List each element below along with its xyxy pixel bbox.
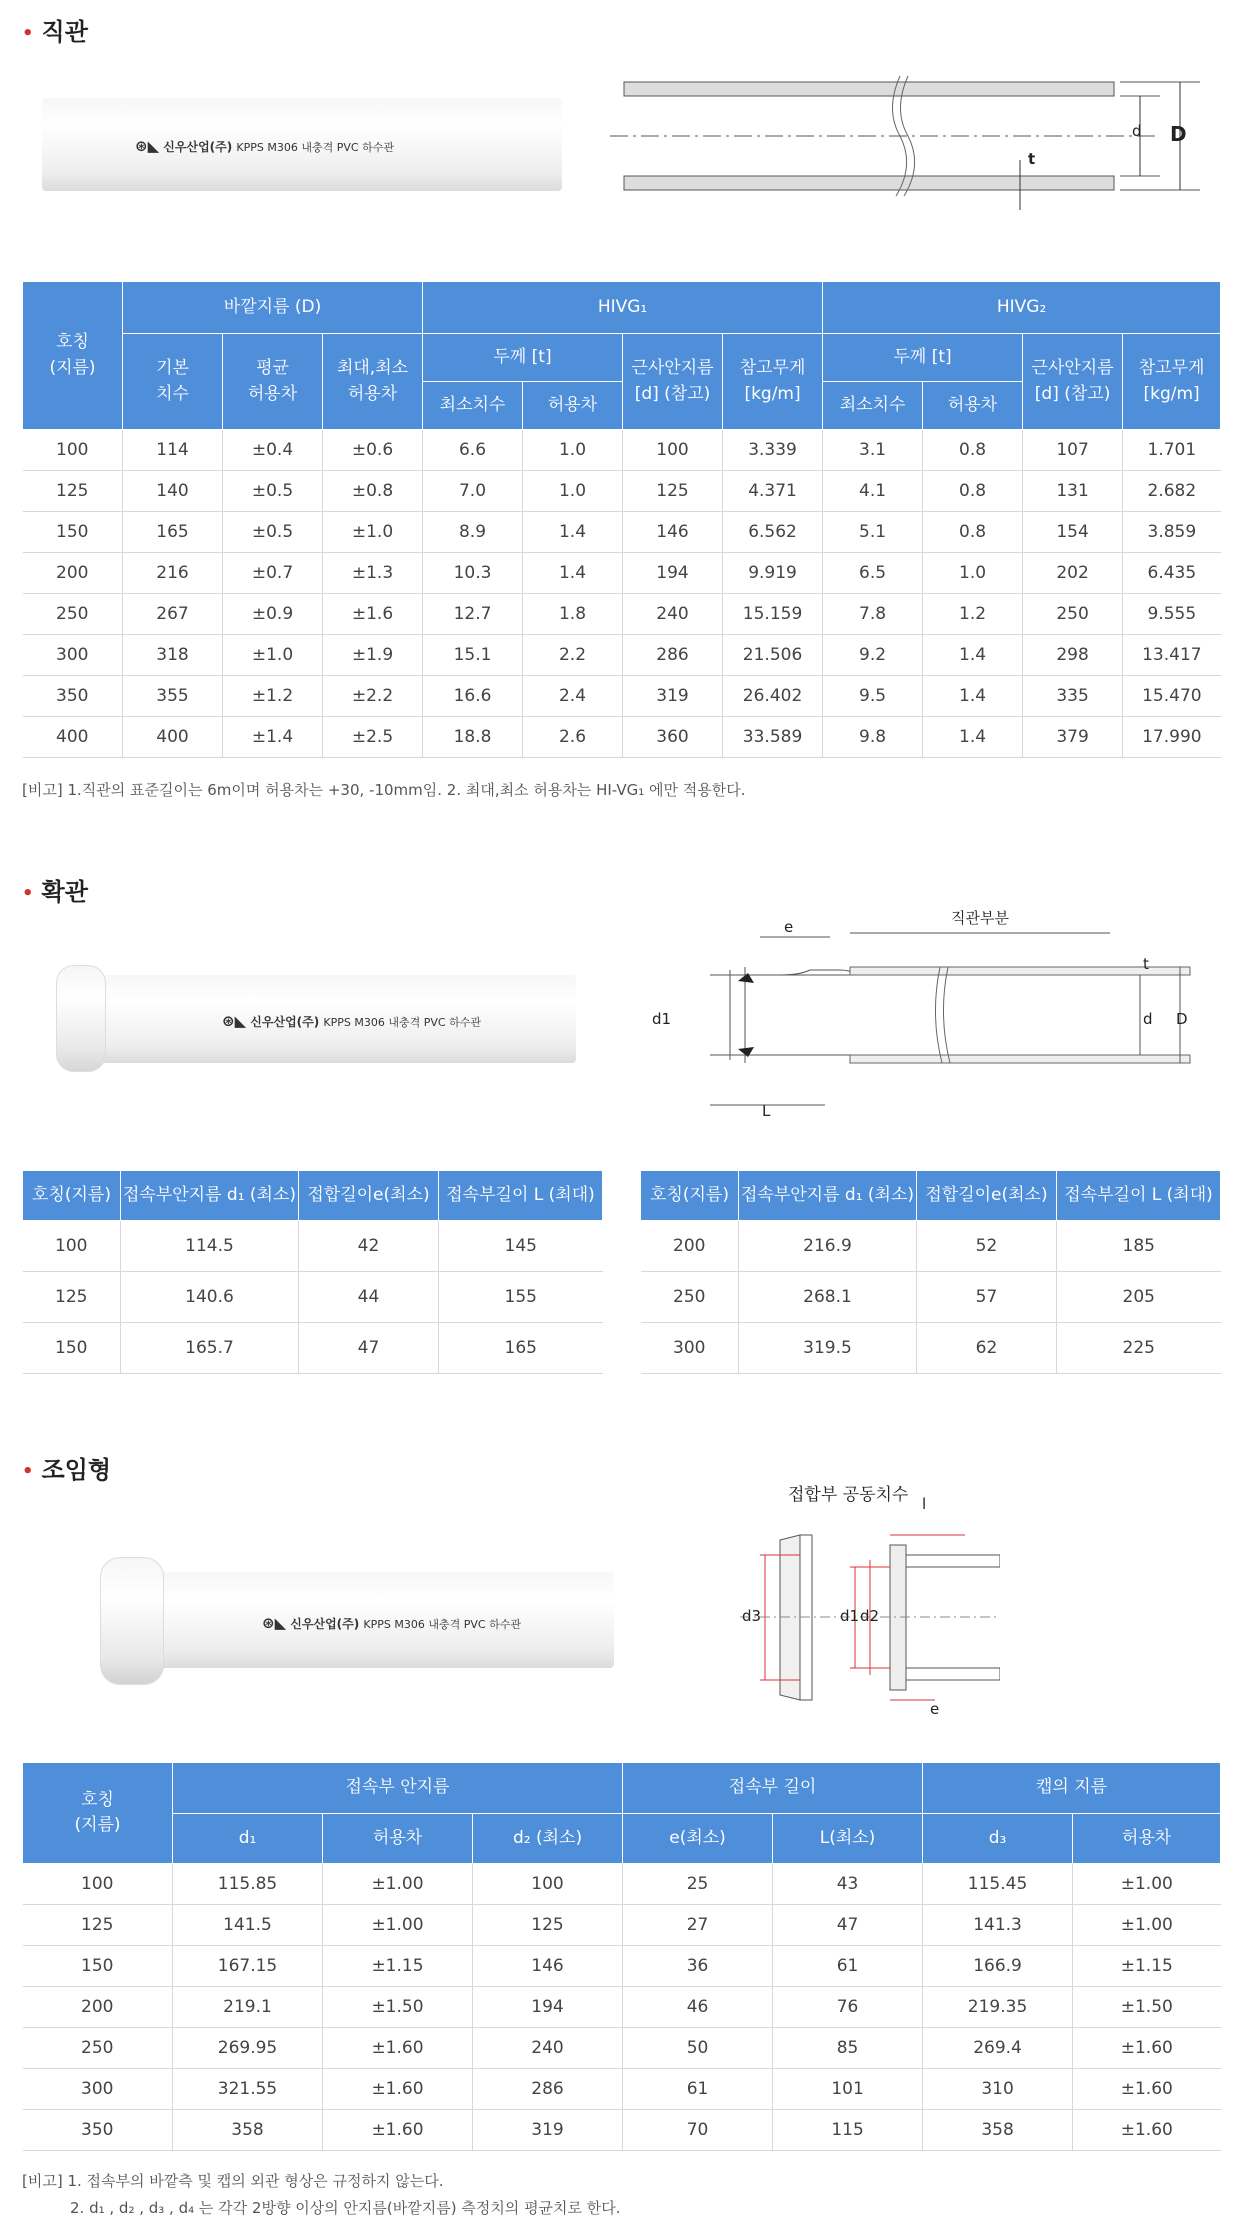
header-hivg2: HIVG₂: [823, 282, 1221, 334]
header-thickness-2: 두께 [t]: [823, 334, 1023, 382]
table-cell: 21.506: [723, 635, 823, 676]
table-cell: ±1.50: [1073, 1987, 1221, 2028]
table-row: [23, 512, 1221, 553]
table-cell: 165.7: [121, 1323, 299, 1374]
table-cell: ±1.60: [1073, 2028, 1221, 2069]
clamp-note-2: 2. d₁ , d₂ , d₃ , d₄ 는 각각 2방향 이상의 안지름(바깥지름) 측정치의 평균치로 한다.: [70, 2199, 621, 2217]
table-cell: 2.2: [523, 635, 623, 676]
table-cell: 114.5: [121, 1221, 299, 1272]
table-cell: 310: [923, 2069, 1073, 2110]
table-cell: ±1.2: [223, 676, 323, 717]
table-cell: 115.85: [173, 1864, 323, 1905]
table-cell: 200: [641, 1221, 739, 1272]
table-cell: 300: [23, 2069, 173, 2110]
table-cell: 1.8: [523, 594, 623, 635]
table-cell: 4.1: [823, 471, 923, 512]
table-cell: 2.682: [1123, 471, 1221, 512]
table-cell: 1.0: [523, 471, 623, 512]
table-row: [23, 471, 1221, 512]
table-cell: ±0.6: [323, 430, 423, 471]
table-cell: 140: [123, 471, 223, 512]
clamp-header-d1: d₁: [173, 1814, 323, 1864]
table-cell: 165: [439, 1323, 603, 1374]
table-cell: 44: [299, 1272, 439, 1323]
table-cell: 0.8: [923, 430, 1023, 471]
table-cell: 155: [439, 1272, 603, 1323]
table-row: [23, 676, 1221, 717]
table-row: [641, 1323, 1221, 1374]
bell-header-inner-2: 접속부안지름 d₁ (최소): [739, 1171, 917, 1221]
table-cell: 17.990: [1123, 717, 1221, 758]
header-tol: 허용차: [523, 382, 623, 430]
table-row: [23, 594, 1221, 635]
table-cell: ±0.7: [223, 553, 323, 594]
table-cell: 250: [641, 1272, 739, 1323]
table-cell: 219.1: [173, 1987, 323, 2028]
table-cell: ±1.15: [1073, 1946, 1221, 1987]
table-cell: ±1.6: [323, 594, 423, 635]
table-cell: 100: [473, 1864, 623, 1905]
brand-logo-icon: ⊛◣: [262, 1614, 287, 1632]
table-cell: 202: [1023, 553, 1123, 594]
table-cell: 10.3: [423, 553, 523, 594]
brand-logo-icon: ⊛◣: [222, 1012, 247, 1030]
table-cell: 319: [473, 2110, 623, 2151]
table-cell: 3.339: [723, 430, 823, 471]
table-cell: 115: [773, 2110, 923, 2151]
table-cell: 250: [23, 594, 123, 635]
table-cell: ±1.50: [323, 1987, 473, 2028]
table-cell: ±1.00: [323, 1864, 473, 1905]
diagram-label-t2: t: [1143, 955, 1149, 973]
table-cell: 300: [641, 1323, 739, 1374]
table-cell: 107: [1023, 430, 1123, 471]
clamp-label-d3: d3: [742, 1607, 762, 1625]
table-cell: 400: [123, 717, 223, 758]
table-cell: 9.555: [1123, 594, 1221, 635]
table-cell: ±1.9: [323, 635, 423, 676]
table-row: [23, 1987, 1221, 2028]
table-cell: 61: [773, 1946, 923, 1987]
table-cell: 145: [439, 1221, 603, 1272]
table-cell: 358: [173, 2110, 323, 2151]
clamp-header-d2: d₂ (최소): [473, 1814, 623, 1864]
table-cell: 321.55: [173, 2069, 323, 2110]
table-cell: 350: [23, 2110, 173, 2151]
table-cell: 100: [23, 430, 123, 471]
table-cell: 154: [1023, 512, 1123, 553]
table-cell: 26.402: [723, 676, 823, 717]
table-row: [23, 1272, 603, 1323]
table-cell: 318: [123, 635, 223, 676]
table-cell: ±0.5: [223, 471, 323, 512]
table-cell: 167.15: [173, 1946, 323, 1987]
table-cell: 5.1: [823, 512, 923, 553]
table-cell: 360: [623, 717, 723, 758]
header-base: 기본 치수: [123, 334, 223, 430]
table-cell: 4.371: [723, 471, 823, 512]
table-cell: 219.35: [923, 1987, 1073, 2028]
table-cell: 46: [623, 1987, 773, 2028]
table-cell: 18.8: [423, 717, 523, 758]
table-cell: 9.2: [823, 635, 923, 676]
brand-mark-3: ⊛◣ 신우산업(주) KPPS M306 내충격 PVC 하수관: [262, 1614, 521, 1632]
table-cell: 125: [23, 1905, 173, 1946]
table-cell: 9.5: [823, 676, 923, 717]
brand-mark-2: ⊛◣ 신우산업(주) KPPS M306 내충격 PVC 하수관: [222, 1012, 481, 1030]
table-cell: 1.4: [923, 676, 1023, 717]
clamp-table: [22, 1762, 1221, 2151]
table-cell: 43: [773, 1864, 923, 1905]
table-cell: 0.8: [923, 512, 1023, 553]
table-cell: 125: [623, 471, 723, 512]
header-ref-weight: 참고무게 [kg/m]: [723, 334, 823, 430]
table-cell: 131: [1023, 471, 1123, 512]
table-cell: 1.4: [523, 512, 623, 553]
table-cell: 1.4: [923, 717, 1023, 758]
table-cell: 100: [23, 1864, 173, 1905]
table-cell: 101: [773, 2069, 923, 2110]
bell-socket-image: [56, 965, 106, 1072]
table-cell: 194: [473, 1987, 623, 2028]
clamp-header-inner: 접속부 안지름: [173, 1763, 623, 1814]
table-cell: 6.5: [823, 553, 923, 594]
clamp-header-L: L(최소): [773, 1814, 923, 1864]
table-cell: ±1.60: [323, 2110, 473, 2151]
clamp-label-d1: d1: [840, 1607, 860, 1625]
table-cell: ±1.0: [223, 635, 323, 676]
table-cell: 7.0: [423, 471, 523, 512]
table-cell: ±2.2: [323, 676, 423, 717]
table-cell: 47: [299, 1323, 439, 1374]
table-cell: 1.4: [923, 635, 1023, 676]
table-cell: 140.6: [121, 1272, 299, 1323]
table-cell: 146: [473, 1946, 623, 1987]
diagram-label-d2: d: [1143, 1010, 1153, 1028]
table-cell: 250: [23, 2028, 173, 2069]
table-cell: 3.1: [823, 430, 923, 471]
table-row: [23, 2110, 1221, 2151]
brand-mark: ⊛◣ 신우산업(주) KPPS M306 내충격 PVC 하수관: [135, 137, 394, 155]
table-cell: 379: [1023, 717, 1123, 758]
table-cell: 146: [623, 512, 723, 553]
table-row: [23, 635, 1221, 676]
clamp-header-tol2: 허용차: [1073, 1814, 1221, 1864]
diagram-label-D2: D: [1176, 1010, 1188, 1028]
table-row: [23, 717, 1221, 758]
table-cell: 12.7: [423, 594, 523, 635]
table-cell: 125: [23, 471, 123, 512]
table-cell: 125: [23, 1272, 121, 1323]
section-title-straight: • 직관: [22, 18, 88, 46]
bullet-icon: •: [22, 1460, 34, 1482]
table-cell: 100: [23, 1221, 121, 1272]
table-cell: 205: [1057, 1272, 1221, 1323]
header-approx-inner: 근사안지름 [d] (참고): [623, 334, 723, 430]
header-min-2: 최소치수: [823, 382, 923, 430]
table-cell: 25: [623, 1864, 773, 1905]
table-row: [23, 553, 1221, 594]
table-cell: 8.9: [423, 512, 523, 553]
table-cell: 114: [123, 430, 223, 471]
bell-header-L: 접속부길이 L (최대): [439, 1171, 603, 1221]
table-cell: 355: [123, 676, 223, 717]
header-avg-tol: 평균 허용차: [223, 334, 323, 430]
table-cell: 1.0: [523, 430, 623, 471]
table-cell: 300: [23, 635, 123, 676]
table-cell: 9.8: [823, 717, 923, 758]
bullet-icon: •: [22, 22, 34, 44]
straight-pipe-diagram: [600, 70, 1200, 220]
table-cell: ±1.60: [323, 2028, 473, 2069]
table-row: [23, 430, 1221, 471]
bell-header-e-2: 접합길이e(최소): [917, 1171, 1057, 1221]
table-cell: 286: [473, 2069, 623, 2110]
table-cell: 150: [23, 1946, 173, 1987]
bullet-icon: •: [22, 882, 34, 904]
table-cell: 36: [623, 1946, 773, 1987]
table-cell: ±1.60: [1073, 2110, 1221, 2151]
table-cell: ±1.60: [323, 2069, 473, 2110]
clamp-header-d3: d₃: [923, 1814, 1073, 1864]
table-cell: 42: [299, 1221, 439, 1272]
table-cell: ±2.5: [323, 717, 423, 758]
table-cell: 200: [23, 553, 123, 594]
header-thickness: 두께 [t]: [423, 334, 623, 382]
table-cell: ±1.4: [223, 717, 323, 758]
table-cell: 15.470: [1123, 676, 1221, 717]
table-cell: 350: [23, 676, 123, 717]
table-cell: 250: [1023, 594, 1123, 635]
table-cell: 400: [23, 717, 123, 758]
table-row: [641, 1221, 1221, 1272]
table-cell: 1.701: [1123, 430, 1221, 471]
table-cell: 225: [1057, 1323, 1221, 1374]
table-cell: 358: [923, 2110, 1073, 2151]
table-cell: 27: [623, 1905, 773, 1946]
straight-pipe-note: [비고] 1.직관의 표준길이는 6m이며 허용차는 +30, -10mm임. 2. 최대,최소 허용차는 HI-VG₁ 에만 적용한다.: [22, 781, 746, 799]
table-cell: 16.6: [423, 676, 523, 717]
table-cell: 240: [473, 2028, 623, 2069]
bell-table-right: [640, 1170, 1221, 1374]
table-cell: 100: [623, 430, 723, 471]
table-cell: 267: [123, 594, 223, 635]
table-cell: 125: [473, 1905, 623, 1946]
clamp-header-length: 접속부 길이: [623, 1763, 923, 1814]
clamp-header-tol: 허용차: [323, 1814, 473, 1864]
table-cell: ±0.5: [223, 512, 323, 553]
clamp-cap-image: [100, 1557, 164, 1685]
bell-header-nominal-2: 호칭(지름): [641, 1171, 739, 1221]
table-cell: ±1.15: [323, 1946, 473, 1987]
header-hivg1: HIVG₁: [423, 282, 823, 334]
table-cell: 2.6: [523, 717, 623, 758]
table-cell: 150: [23, 1323, 121, 1374]
table-cell: ±0.8: [323, 471, 423, 512]
clamp-header-nominal: 호칭 (지름): [23, 1763, 173, 1864]
table-cell: 6.435: [1123, 553, 1221, 594]
table-cell: ±1.00: [1073, 1864, 1221, 1905]
table-cell: 47: [773, 1905, 923, 1946]
bell-header-nominal: 호칭(지름): [23, 1171, 121, 1221]
diagram-label-t: t: [1028, 150, 1036, 168]
table-cell: 200: [23, 1987, 173, 2028]
table-cell: 1.0: [923, 553, 1023, 594]
table-cell: 61: [623, 2069, 773, 2110]
bell-header-L-2: 접속부길이 L (최대): [1057, 1171, 1221, 1221]
clamp-diagram-title: 접합부 공동치수: [788, 1485, 909, 1505]
table-row: [23, 1905, 1221, 1946]
clamp-label-e: e: [930, 1700, 940, 1718]
header-approx-inner-2: 근사안지름 [d] (참고): [1023, 334, 1123, 430]
header-min: 최소치수: [423, 382, 523, 430]
table-row: [641, 1272, 1221, 1323]
header-outer-diameter: 바깥지름 (D): [123, 282, 423, 334]
table-cell: 1.2: [923, 594, 1023, 635]
table-cell: 6.6: [423, 430, 523, 471]
table-cell: 240: [623, 594, 723, 635]
table-cell: 216.9: [739, 1221, 917, 1272]
table-cell: 15.159: [723, 594, 823, 635]
section-title-bell: • 확관: [22, 878, 88, 906]
table-cell: 269.95: [173, 2028, 323, 2069]
table-cell: 2.4: [523, 676, 623, 717]
table-cell: 141.3: [923, 1905, 1073, 1946]
table-cell: ±1.00: [323, 1905, 473, 1946]
clamp-header-e: e(최소): [623, 1814, 773, 1864]
table-cell: 286: [623, 635, 723, 676]
table-cell: ±1.60: [1073, 2069, 1221, 2110]
table-cell: 166.9: [923, 1946, 1073, 1987]
table-row: [23, 2069, 1221, 2110]
table-cell: 15.1: [423, 635, 523, 676]
table-cell: 6.562: [723, 512, 823, 553]
table-cell: 335: [1023, 676, 1123, 717]
table-cell: ±1.0: [323, 512, 423, 553]
header-maxmin-tol: 최대,최소 허용차: [323, 334, 423, 430]
bell-table-left: [22, 1170, 603, 1374]
section-title-clamp: • 조임형: [22, 1456, 112, 1484]
table-cell: 269.4: [923, 2028, 1073, 2069]
table-row: [23, 1946, 1221, 1987]
table-cell: ±0.9: [223, 594, 323, 635]
header-ref-weight-2: 참고무게 [kg/m]: [1123, 334, 1221, 430]
table-cell: 165: [123, 512, 223, 553]
table-cell: 52: [917, 1221, 1057, 1272]
table-cell: 9.919: [723, 553, 823, 594]
table-cell: 85: [773, 2028, 923, 2069]
table-cell: 3.859: [1123, 512, 1221, 553]
bell-pipe-diagram: [650, 915, 1210, 1125]
table-row: [23, 1864, 1221, 1905]
diagram-label-d1: d1: [652, 1010, 672, 1028]
table-cell: 268.1: [739, 1272, 917, 1323]
table-cell: 57: [917, 1272, 1057, 1323]
bell-header-e: 접합길이e(최소): [299, 1171, 439, 1221]
table-row: [23, 2028, 1221, 2069]
diagram-label-D: D: [1170, 122, 1187, 146]
header-nominal: 호칭 (지름): [23, 282, 123, 430]
table-cell: 141.5: [173, 1905, 323, 1946]
table-cell: 0.8: [923, 471, 1023, 512]
table-cell: 319: [623, 676, 723, 717]
table-cell: ±1.00: [1073, 1905, 1221, 1946]
table-cell: 50: [623, 2028, 773, 2069]
table-cell: 115.45: [923, 1864, 1073, 1905]
table-cell: 150: [23, 512, 123, 553]
diagram-label-d: d: [1132, 122, 1142, 140]
table-cell: 62: [917, 1323, 1057, 1374]
clamp-note-1: [비고] 1. 접속부의 바깥측 및 캡의 외관 형상은 규정하지 않는다.: [22, 2172, 444, 2190]
header-tol-2: 허용차: [923, 382, 1023, 430]
table-cell: 1.4: [523, 553, 623, 594]
table-cell: 194: [623, 553, 723, 594]
table-cell: 76: [773, 1987, 923, 2028]
table-cell: ±1.3: [323, 553, 423, 594]
table-cell: 33.589: [723, 717, 823, 758]
table-cell: 70: [623, 2110, 773, 2151]
table-cell: 13.417: [1123, 635, 1221, 676]
straight-pipe-table: [22, 281, 1221, 758]
bell-header-inner: 접속부안지름 d₁ (최소): [121, 1171, 299, 1221]
table-row: [23, 1221, 603, 1272]
diagram-label-L: L: [762, 1102, 771, 1120]
table-row: [23, 1323, 603, 1374]
diagram-label-straight: 직관부분: [951, 909, 1009, 927]
table-cell: 216: [123, 553, 223, 594]
brand-logo-icon: ⊛◣: [135, 137, 160, 155]
clamp-header-cap: 캡의 지름: [923, 1763, 1221, 1814]
table-cell: ±0.4: [223, 430, 323, 471]
table-cell: 298: [1023, 635, 1123, 676]
clamp-label-d2: d2: [860, 1607, 880, 1625]
clamp-label-l: l: [922, 1495, 927, 1513]
diagram-label-e: e: [784, 918, 794, 936]
table-cell: 7.8: [823, 594, 923, 635]
table-cell: 319.5: [739, 1323, 917, 1374]
table-cell: 185: [1057, 1221, 1221, 1272]
